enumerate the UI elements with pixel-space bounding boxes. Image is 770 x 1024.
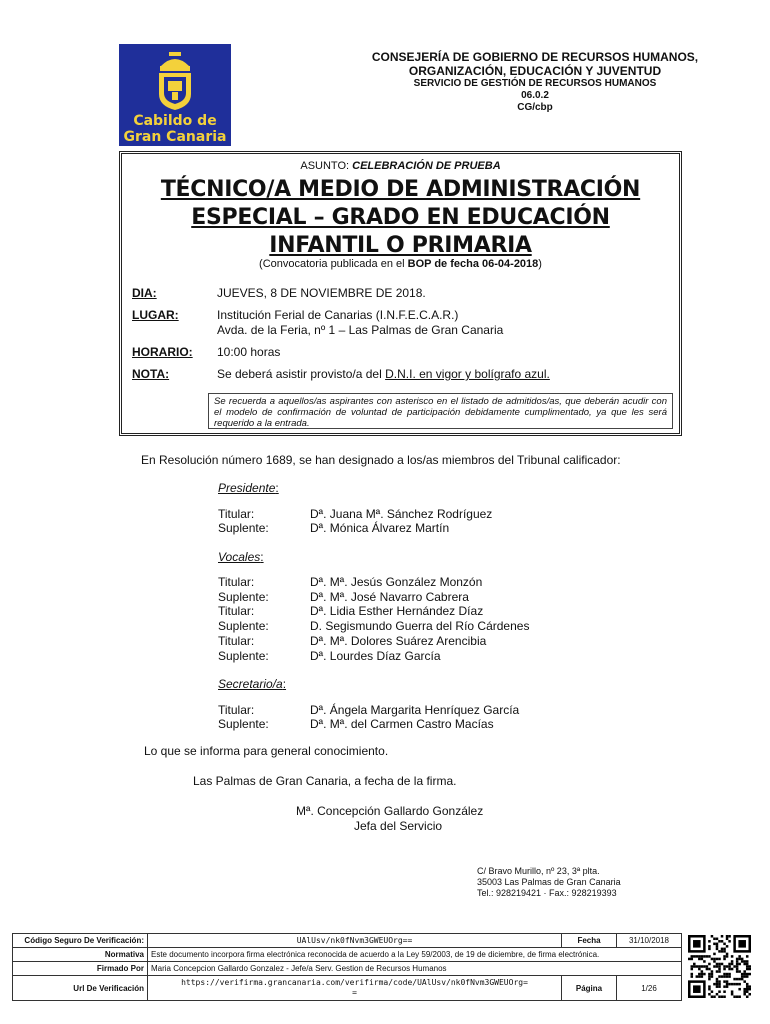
dia-label: DIA: [132, 286, 157, 300]
address-block [477, 866, 621, 899]
subject-box [119, 151, 682, 436]
member-role: Suplente: [218, 521, 269, 535]
coat-of-arms-icon [151, 50, 199, 112]
address-line2: 35003 Las Palmas de Gran Canaria [477, 877, 621, 887]
dia-value: JUEVES, 8 DE NOVIEMBRE DE 2018. [217, 286, 426, 300]
secretario-label: Secretario/a [218, 677, 283, 691]
member-role: Titular: [218, 634, 255, 648]
section-secretario: Secretario/a: [218, 677, 287, 691]
title-line1: TÉCNICO/A MEDIO DE ADMINISTRACIÓN [160, 177, 641, 202]
title-line3: INFANTIL O PRIMARIA [269, 233, 532, 258]
fecha-label: Fecha [562, 934, 617, 948]
firmado-value: Maria Concepcion Gallardo Gonzalez - Jefe/a Serv. Gestion de Recursos Humanos [148, 962, 682, 976]
member-role: Titular: [218, 507, 255, 521]
firmado-label: Firmado Por [13, 962, 148, 976]
member-role: Titular: [218, 604, 255, 618]
header-line1: CONSEJERÍA DE GOBIERNO DE RECURSOS HUMANOS, [371, 50, 699, 64]
logo-text-line2: Gran Canaria [123, 129, 227, 145]
header-line3: SERVICIO DE GESTIÓN DE RECURSOS HUMANOS [413, 78, 657, 89]
address-line3: Tel.: 928219421 · Fax.: 928219393 [477, 888, 617, 898]
signer-title: Jefa del Servicio [354, 819, 443, 833]
pagina-label: Página [562, 976, 617, 1001]
nota-pre: Se deberá asistir provisto/a del [217, 367, 382, 381]
nota-underlined: D.N.I. en vigor y bolígrafo azul. [385, 367, 550, 381]
footer-row-firmado [13, 962, 682, 976]
url-text-cont[interactable]: = [352, 988, 357, 997]
footer-row-url [13, 976, 682, 1001]
convoc-bop: BOP de fecha 06-04-2018 [407, 258, 539, 270]
logo-text-line1: Cabildo de [133, 113, 217, 129]
horario-value: 10:00 horas [217, 345, 281, 359]
asunto-label: ASUNTO: [300, 160, 350, 172]
verification-table [12, 933, 682, 1001]
asunto-value: CELEBRACIÓN DE PRUEBA [352, 160, 501, 172]
document-title [122, 176, 679, 260]
vocales-label: Vocales [218, 550, 261, 564]
url-label: Url De Verificación [13, 976, 148, 1001]
codigo-label: Código Seguro De Verificación: [13, 934, 148, 948]
member-name: Dª. Lourdes Díaz García [310, 649, 441, 663]
member-role: Suplente: [218, 649, 269, 663]
pagina-value: 1/26 [617, 976, 682, 1001]
presidente-label: Presidente [218, 481, 276, 495]
member-name: Dª. Lidia Esther Hernández Díaz [310, 604, 484, 618]
signer-name: Mª. Concepción Gallardo González [296, 804, 484, 818]
resolution-text: En Resolución número 1689, se han designado a los/as miembros del Tribunal calificador: [141, 453, 621, 467]
nota-label: NOTA: [132, 367, 170, 381]
fecha-value: 31/10/2018 [617, 934, 682, 948]
member-role: Titular: [218, 575, 255, 589]
footer-row-codigo [13, 934, 682, 948]
normativa-value: Este documento incorpora firma electrónica reconocida de acuerdo a la Ley 59/2003, de 19 de diciembre, de firma electrónica. [148, 948, 682, 962]
member-name: Dª. Ángela Margarita Henríquez García [310, 703, 520, 717]
lugar-value1: Institución Ferial de Canarias (I.N.F.E.C.A.R.) [217, 308, 459, 322]
normativa-label: Normativa [13, 948, 148, 962]
reminder-note: Se recuerda a aquellos/as aspirantes con asterisco en el listado de admitidos/as, que deberán acudir con el modelo de confirmación de voluntad de participación debidamente cumplimentado, ya que les será requerido a la entrada. [208, 393, 673, 429]
member-role: Suplente: [218, 590, 269, 604]
member-role: Suplente: [218, 717, 269, 731]
member-name: Dª. Mª. Jesús González Monzón [310, 575, 483, 589]
qr-code-icon [688, 935, 751, 998]
section-presidente: Presidente: [218, 481, 279, 495]
header-code: 06.0.2 [521, 90, 549, 101]
convoc-pre: (Convocatoria publicada en el [259, 258, 405, 270]
letterhead [330, 50, 740, 114]
footer-row-normativa [13, 948, 682, 962]
horario-label: HORARIO: [132, 345, 193, 359]
nota-value [217, 367, 550, 381]
place-date: Las Palmas de Gran Canaria, a fecha de la firma. [193, 774, 457, 788]
section-vocales: Vocales: [218, 550, 264, 564]
header-line2: ORGANIZACIÓN, EDUCACIÓN Y JUVENTUD [408, 64, 662, 78]
member-name: Dª. Mª. José Navarro Cabrera [310, 590, 469, 604]
codigo-value: UAlUsv/nk0fNvm3GWEUOrg== [148, 934, 562, 948]
member-name: D. Segismundo Guerra del Río Cárdenes [310, 619, 530, 633]
url-value[interactable] [148, 976, 562, 1001]
member-name: Dª. Mª. del Carmen Castro Macías [310, 717, 494, 731]
member-name: Dª. Juana Mª. Sánchez Rodríguez [310, 507, 493, 521]
closing-text: Lo que se informa para general conocimiento. [144, 744, 389, 758]
convocatoria [122, 258, 679, 270]
title-line2: ESPECIAL – GRADO EN EDUCACIÓN [191, 205, 610, 230]
asunto [122, 160, 679, 172]
member-role: Titular: [218, 703, 255, 717]
address-line1: C/ Bravo Murillo, nº 23, 3ª plta. [477, 866, 600, 876]
member-name: Dª. Mª. Dolores Suárez Arencibia [310, 634, 487, 648]
lugar-label: LUGAR: [132, 308, 179, 322]
lugar-value2: Avda. de la Feria, nº 1 – Las Palmas de Gran Canaria [217, 323, 504, 337]
member-name: Dª. Mónica Álvarez Martín [310, 521, 450, 535]
convoc-post: ) [538, 258, 542, 270]
cabildo-logo [119, 44, 231, 146]
header-ref: CG/cbp [517, 102, 553, 113]
member-role: Suplente: [218, 619, 269, 633]
url-text[interactable]: https://verifirma.grancanaria.com/verifirma/code/UAlUsv/nk0fNvm3GWEUOrg= [181, 978, 528, 987]
